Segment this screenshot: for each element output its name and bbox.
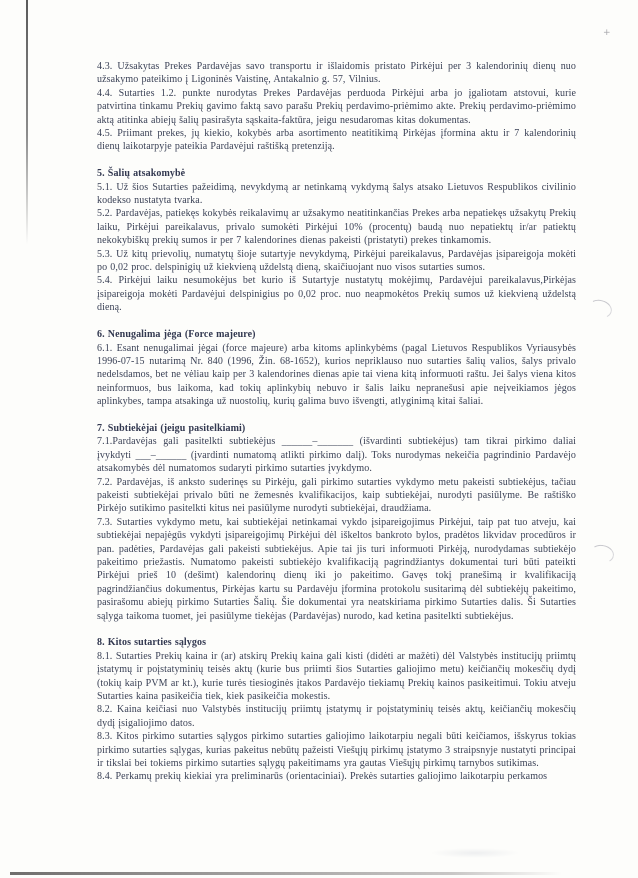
page-curl-artifact <box>589 543 616 565</box>
page-curl-artifact <box>586 297 614 320</box>
scan-edge-artifact-left <box>26 0 28 245</box>
section-heading: 7. Subtiekėjai (jeigu pasitelkiami) <box>97 422 246 434</box>
scan-smudge-artifact <box>430 848 520 858</box>
scan-plus-mark-artifact: + <box>603 28 611 38</box>
section-heading: 5. Šalių atsakomybė <box>97 168 186 180</box>
contract-clause: 8.2. Kaina keičiasi nuo Valstybės institucijų priimtų įstatymų ir poįstatyminių teisės aktų, keičiančių mokesčių dydį įsigaliojimo datos. <box>97 704 576 729</box>
contract-clause: 7.2. Pardavėjas, iš anksto suderinęs su Pirkėju, gali pirkimo sutarties vykdymo metu pakeisti subtiekėjus, tačiau pakeisti subtiekėjai privalo būti ne žemesnės kvalifikacijos, kaip subtiekėjai, nurodyti pasiūlyme. Be raštiško Pirkėjo sutikimo pasitelkti kitus nei pasiūlyme nurodyti subtiekėjai, draudžiama. <box>97 476 576 515</box>
contract-clause: 4.5. Priimant prekes, jų kiekio, kokybės arba asortimento neatitikimą Pirkėjas įformina aktu ir 7 kalendorinių dienų laikotarpyje pateikia Pardavėjui raštišką pretenziją. <box>97 128 576 153</box>
contract-clause: 5.3. Už kitų prievolių, numatytų šioje sutartyje nevykdymą, Pirkėjui pareikalavus, Pardavėjas įsipareigoja mokėti po 0,02 proc. delspinigių už kiekvieną uždelstą dieną, skaičiuojant nuo visos sutarties sumos. <box>97 248 576 274</box>
contract-clause: 5.4. Pirkėjui laiku nesumokėjus bet kurio iš Sutartyje nustatytų mokėjimų, Pardavėjui pareikalavus,Pirkėjas įsipareigoja mokėti Pardavėjui delspinigius po 0,02 proc. nuo neapmokėtos Prekių sumos už kiekvieną uždelstą dieną. <box>97 275 576 314</box>
scan-edge-artifact-bottom <box>10 872 562 875</box>
contract-clause: 7.1.Pardavėjas gali pasitelkti subtiekėjus ______–_______ (išvardinti subtiekėjus) tam tikrai pirkimo daliai įvykdyti ___–______ (įvardinti numatomą atlikti pirkimo dalį). Toks nurodymas nekeičia pagrindinio Pardavėjo atsakomybės dėl numatomos sudaryti pirkimo sutarties įvykdymo. <box>97 436 576 475</box>
contract-clause: 4.3. Užsakytas Prekes Pardavėjas savo transportu ir išlaidomis pristato Pirkėjui per 3 kalendorinių dienų nuo užsakymo pateikimo į Ligoninės Vaistinę, Antakalnio g. 57, Vilnius. <box>97 61 576 86</box>
contract-clause: 5.1. Už šios Sutarties pažeidimą, nevykdymą ar netinkamą vykdymą šalys atsako Lietuvos Respublikos civilinio kodekso nustatyta tvarka. <box>97 181 576 207</box>
contract-clause: 8.1. Sutarties Prekių kaina ir (ar) atskirų Prekių kaina gali kisti (didėti ar mažėti) dėl Valstybės institucijų priimtų įstatymų ir poįstatyminių teisės aktų (kurie bus priimti šios Sutarties galiojimo metu) keičiančių mokesčių dydį (tokių kaip PVM ar kt.), kurie turės tiesioginės įtakos Pardavėjo tiekiamų Prekių kainos pasikeitimui. Tokiu atveju Sutarties kaina pasikeičia tiek, kiek pasikeičia mokestis. <box>97 650 576 703</box>
contract-clause: 4.4. Sutarties 1.2. punkte nurodytas Prekes Pardavėjas perduoda Pirkėjui arba jo įgaliotam atstovui, kurie patvirtina tinkamu Prekių gavimo faktą savo parašu Prekių perdavimo-priėmimo akte. Prekių perdavimo-priėmimo aktą atitinka abiejų šalių pasirašyta sąskaita-faktūra, jeigu nesudaromas kitas dokumentas. <box>97 87 576 126</box>
contract-clause: 8.4. Perkamų prekių kiekiai yra preliminarūs (orientaciniai). Prekės sutarties galiojimo laikotarpiu perkamos <box>97 771 548 783</box>
section-heading: 6. Nenugalima jėga (Force majeure) <box>97 329 256 341</box>
contract-clause: 5.2. Pardavėjas, patiekęs kokybės reikalavimų ar užsakymo neatitinkančias Prekes arba nepatiekęs užsakytų Prekių laiku, Pirkėjui pareikalavus, privalo sumokėti Pirkėjui 10% (procentų) baudą nuo nepatiektų ir/ar patiektų nekokybiškų prekių sumos ir per 7 kalendorines dienas pakeisti (pristatyti) prekes tinkamomis. <box>97 208 576 247</box>
section-heading: 8. Kitos sutarties sąlygos <box>97 637 207 649</box>
contract-clause: 6.1. Esant nenugalimai jėgai (force majeure) arba kitoms aplinkybėms (pagal Lietuvos Respublikos Vyriausybės 1996-07-15 nutarimą Nr. 840 (1996, Žin. 68-1652), kurios nepriklauso nuo sutarties šalių valios, šalys privalo nedelsdamos, bet ne vėliau kaip per 3 kalendorines dienas apie tai viena kitą informuoti raštu. Jei šalys viena kitos neinformuos, bus laikoma, kad tokių aplinkybių nebuvo ir šalis laiku nepranešusi apie neįveikiamos jėgos aplinkybes, tampa atsakinga už nuostolių, kurių galima buvo išvengti, atlyginimą kitai šaliai. <box>97 342 576 408</box>
contract-clause: 7.3. Sutarties vykdymo metu, kai subtiekėjai netinkamai vykdo įsipareigojimus Pirkėjui, taip pat tuo atveju, kai subtiekėjai nepajėgūs vykdyti įsipareigojimų Pirkėjui dėl iškeltos bankroto bylos, pradėtos likvidav procedūros ir pan. padėties, Pardavėjas gali pakeisti subtiekėjus. Apie tai jis turi informuoti Pirkėją, nurodydamas subtiekėjo pakeitimo priežastis. Numatomo pakeisti subtiekėjo kvalifikaciją pagrindžiantys dokumentai turi būti pateikti Pirkėjui prieš 10 (dešimt) kalendorinų dienų iki jo pakeitimo. Gavęs tokį pranešimą ir kvalifikaciją pagrindžiančius dokumentus, Pirkėjas kartu su Pardavėju įformina protokolu susitarimą dėl subtiekėjų pakeitimo, pasirašomu abiejų pirkimo Sutarties Šalių. Šie dokumentai yra neatskiriama pirkimo Sutarties dalis. Ši Sutarties sąlyga taikoma tuomet, jei pasiūlyme tiekėjas (Pardavėjas) nurodo, kad ketina pasitelkti subtiekėjus. <box>97 516 576 622</box>
contract-text-block <box>97 60 576 784</box>
contract-clause: 8.3. Kitos pirkimo sutarties sąlygos pirkimo sutarties galiojimo laikotarpiu negali būti keičiamos, išskyrus tokias pirkimo sutarties sąlygas, kurias pakeitus nebūtų pažeisti Viešųjų pirkimų įstatymo 3 straipsnyje nustatyti principai ir tikslai bei tokiems pirkimo sutarties sąlygų pakeitimams yra gautas Viešųjų pirkimų tarnybos sutikimas. <box>97 731 576 770</box>
